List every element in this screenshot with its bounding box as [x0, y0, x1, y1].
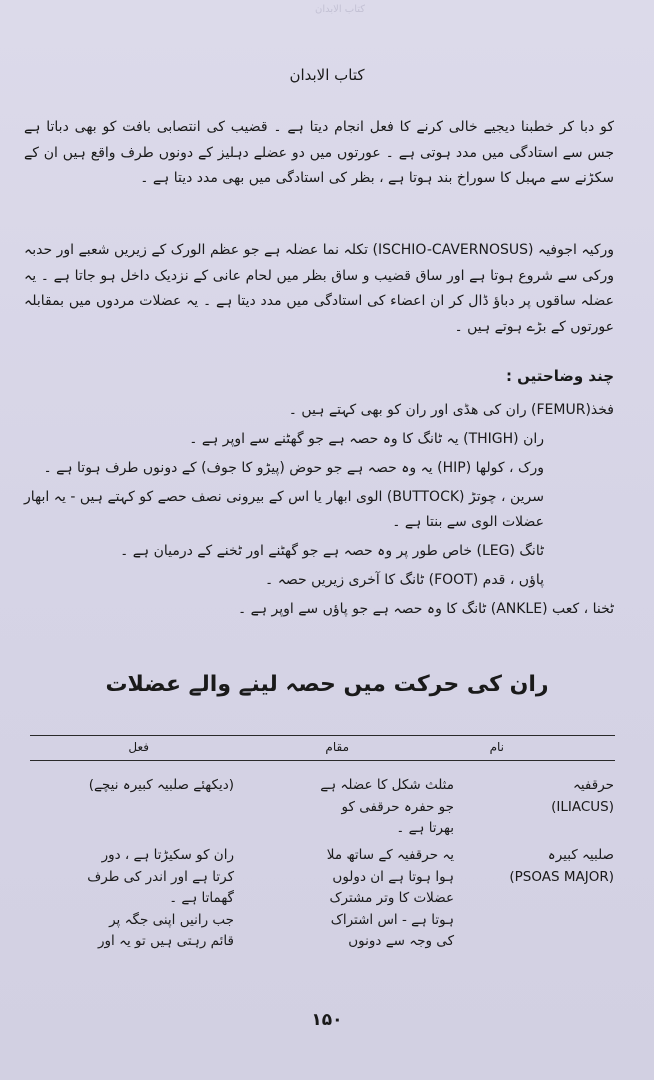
definition-foot: پاؤں ، قدم (FOOT) ٹانگ کا آخری زیریں حصہ ۔: [265, 572, 544, 588]
section-heading: ران کی حرکت میں حصہ لینے والے عضلات: [105, 672, 549, 697]
row-2-location: یہ حرقفیہ کے ساتھ ملا ہوا ہوتا ہے ان دولوں عضلات کا وتر مشترک ہوتا ہے - اس اشتراک کی وجہ سے دونوں: [326, 847, 454, 949]
column-header-name: نام: [489, 740, 504, 754]
page-number: ۱۵۰: [311, 1010, 343, 1030]
definition-femur: فخذ(FEMUR) ران کی ھڈی اور ران کو بھی کہتے ہیں ۔: [288, 402, 614, 418]
row-2-action: ران کو سکیڑتا ہے ، دور کرتا ہے اور اندر کی طرف گھماتا ہے ۔ جب رانیں اپنی جگہ پر قائم رہتی ہیں تو یہ اور: [87, 847, 234, 949]
paragraph-2: ورکیہ اجوفیہ (ISCHIO-CAVERNOSUS) تکلہ نما عضلہ ہے جو عظم الورک کے زیریں شعبے اور حدبہ ورکی سے شروع ہوتا ہے اور ساق قضیب و ساق بظر میں لحام عانی کے نزدیک داخل ہو جاتا ہے ۔ یہ عضلہ ساقوں پر دباؤ ڈال کر ان اعضاء کی استادگی میں مدد دیتا ہے ۔ یہ عضلات مردوں میں بمقابلہ عورتوں کے بڑے ہوتے ہیں ۔: [24, 242, 615, 335]
bleed-through-text: کتاب الابدان: [314, 4, 366, 15]
paragraph-1: کو دبا کر خطبنا دیجیے خالی کرنے کا فعل انجام دیتا ہے ۔ قضیب کی انتصابی بافت کو بھی دباتا ہے جس سے استادگی میں مدد ہوتی ہے ۔ عورتوں میں دو عضلے دہلیز کے دونوں طرف واقع ہیں ان کے سکڑنے سے مہبل کا سوراخ بند ہوتا ہے ، بظر کی استادگی میں بھی مدد دیتا ہے ۔: [24, 119, 614, 186]
row-2-name: صلبیہ کبیرہ (PSOAS MAJOR): [509, 847, 614, 885]
definition-leg: ٹانگ (LEG) خاص طور پر وہ حصہ ہے جو گھٹنے اور ٹخنے کے درمیان ہے ۔: [120, 543, 544, 559]
definitions-heading: چند وضاحتیں :: [505, 367, 614, 385]
definition-hip: ورک ، کولھا (HIP) یہ وہ حصہ ہے جو حوض (پیڑو کا جوف) کے دونوں طرف ہوتا ہے ۔: [43, 460, 544, 476]
table-top-rule: [30, 735, 615, 736]
row-1-action: (دیکھئے صلبیہ کبیرہ نیچے): [88, 777, 234, 793]
column-header-action: فعل: [128, 740, 149, 754]
column-header-location: مقام: [325, 740, 349, 754]
definition-buttock: سرین ، چوتڑ (BUTTOCK) الوی ابھار یا اس کے بیرونی نصف حصے کو کہتے ہیں - یہ ابھار عضلات الوی سے بنتا ہے ۔: [24, 489, 544, 530]
definition-ankle: ٹخنا ، کعب (ANKLE) ٹانگ کا وہ حصہ ہے جو پاؤں سے اوپر ہے ۔: [237, 601, 614, 617]
row-1-location: مثلث شکل کا عضلہ ہے جو حفرہ حرقفی کو بھرتا ہے ۔: [320, 777, 454, 836]
page-header-title: کتاب الابدان: [289, 66, 365, 84]
table-header-rule: [30, 760, 615, 761]
definition-thigh: ران (THIGH) یہ ٹانگ کا وہ حصہ ہے جو گھٹنے سے اوپر ہے ۔: [189, 431, 544, 447]
definitions-list: [24, 398, 614, 626]
row-1-name: حرقفیہ (ILIACUS): [551, 777, 614, 815]
